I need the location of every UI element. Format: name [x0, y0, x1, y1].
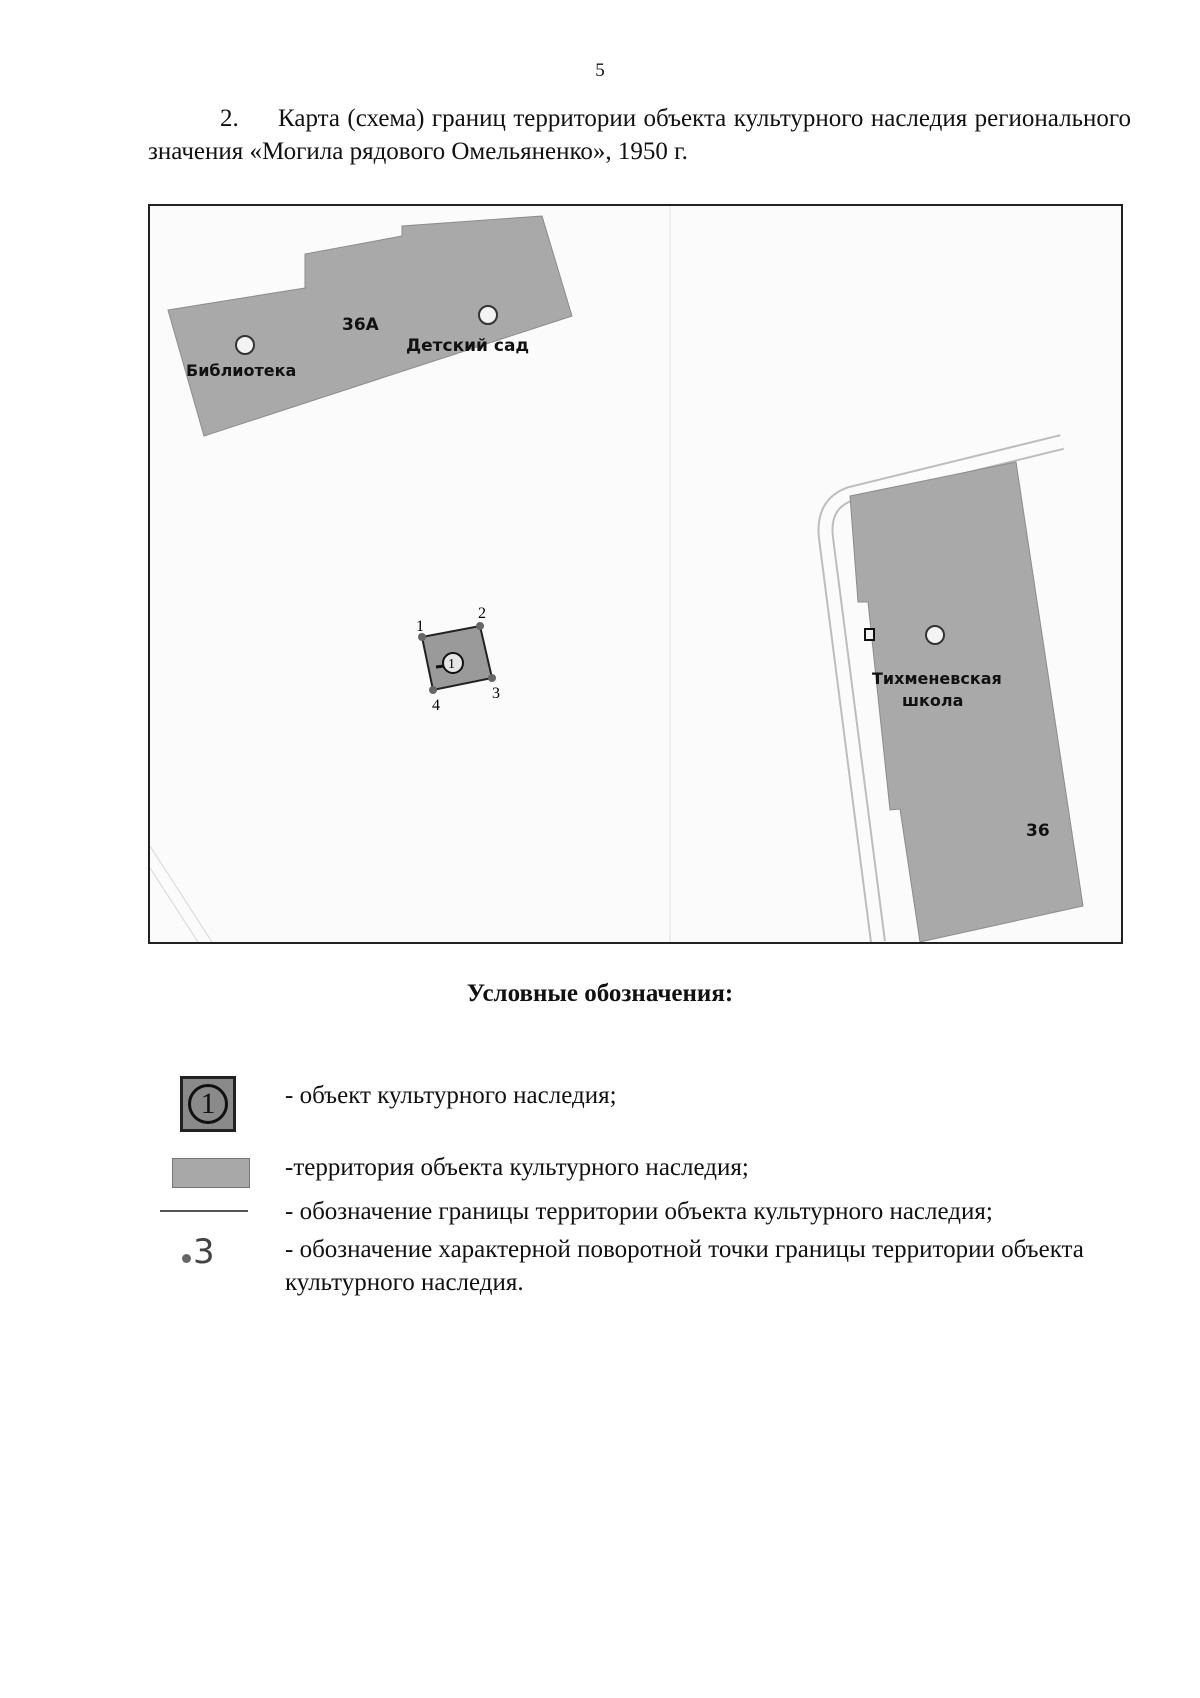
- school-label-line2: школа: [902, 691, 964, 710]
- entrance-icon: [865, 629, 874, 640]
- legend-item-territory: [160, 1150, 1120, 1194]
- caption-text: Карта (схема) границ территории объекта культурного наследия регионального значения «Могила рядового Омельяненко», 1950 г.: [148, 105, 1131, 165]
- legend-text-object: - объект культурного наследия;: [285, 1082, 617, 1109]
- point-label-1: 1: [416, 618, 424, 635]
- building-36: [850, 462, 1083, 942]
- turning-point-icon: 3: [182, 1232, 215, 1272]
- legend-text-territory: -территория объекта культурного наследия;: [285, 1154, 749, 1181]
- caption-number: 2.: [220, 105, 239, 132]
- library-icon: [236, 336, 254, 354]
- turning-point-2: [476, 622, 484, 630]
- legend-text-point: - обозначение характерной поворотной точки границы территории объекта культурного наследия.: [285, 1236, 1084, 1296]
- turning-point-4: [429, 686, 437, 694]
- legend-item-object: [160, 1076, 1120, 1138]
- school-label-line1: Тихменевская: [872, 669, 1002, 688]
- kindergarten-label: Детский сад: [406, 336, 530, 356]
- school-icon: [926, 626, 944, 644]
- heritage-object-number: 1: [448, 657, 455, 672]
- map-canvas: [150, 206, 1121, 942]
- point-label-3: 3: [492, 685, 500, 702]
- map-caption: [148, 102, 1131, 168]
- legend-item-point: [160, 1232, 1120, 1304]
- building-36a-label: 36А: [342, 315, 379, 335]
- territory-fill-icon: [172, 1158, 250, 1188]
- library-label: Библиотека: [186, 361, 297, 380]
- point-label-2: 2: [478, 605, 486, 622]
- kindergarten-icon: [479, 306, 497, 324]
- building-36-label: 36: [1026, 821, 1050, 841]
- legend-item-boundary: [160, 1194, 1120, 1234]
- page-number: 5: [595, 60, 605, 81]
- heritage-object-icon: 1: [180, 1076, 236, 1132]
- legend-title: Условные обозначения:: [466, 980, 734, 1007]
- heritage-object-symbol: [160, 1076, 250, 1136]
- boundary-map: [148, 204, 1123, 944]
- turning-point-3: [488, 674, 496, 682]
- point-label-4: 4: [432, 697, 440, 714]
- legend-text-boundary: - обозначение границы территории объекта культурного наследия;: [285, 1198, 993, 1225]
- boundary-line-icon: [160, 1210, 248, 1212]
- turning-point-symbol: [160, 1232, 250, 1292]
